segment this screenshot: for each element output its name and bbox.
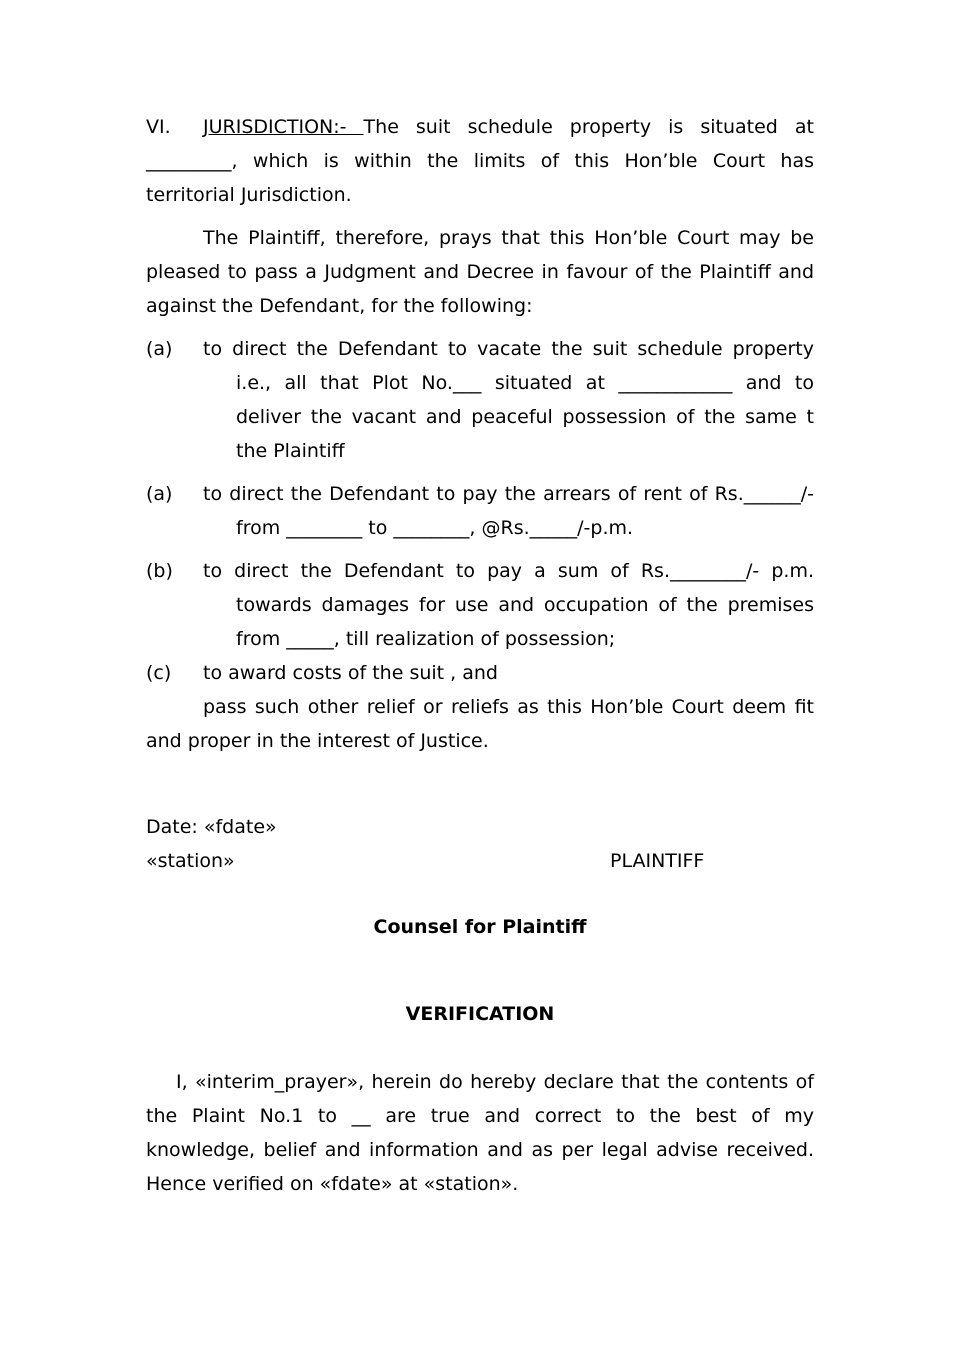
plaintiff-label: PLAINTIFF bbox=[610, 850, 705, 872]
verification-line-1: I, «interim_prayer», herein do hereby declare that the contents of bbox=[176, 1071, 814, 1093]
verification-heading: VERIFICATION bbox=[405, 1003, 555, 1025]
prayer-line-2: pleased to pass a Judgment and Decree in favour of the Plaintiff and bbox=[146, 261, 814, 283]
item-text: from _____, till realization of possession; bbox=[236, 628, 616, 650]
closing-line-1: pass such other relief or reliefs as this Hon’ble Court deem fit bbox=[203, 696, 814, 718]
document-page bbox=[146, 110, 814, 1201]
prayer-item-vacate bbox=[146, 332, 814, 468]
item-text: from ________ to ________, @Rs._____/-p.m. bbox=[236, 517, 634, 539]
item-text: to award costs of the suit , and bbox=[203, 662, 498, 684]
item-text: i.e., all that Plot No.___ situated at ____________ and to bbox=[236, 372, 814, 394]
item-text: deliver the vacant and peaceful possession of the same t bbox=[236, 406, 814, 428]
jurisdiction-text: The suit schedule property is situated at bbox=[363, 116, 814, 138]
item-text: towards damages for use and occupation of the premises bbox=[236, 594, 814, 616]
section-number: VI. bbox=[146, 116, 171, 138]
prayer-item-damages bbox=[146, 554, 814, 656]
prayer-line-1: The Plaintiff, therefore, prays that this Hon’ble Court may be bbox=[203, 227, 814, 249]
verification-line-4: Hence verified on «fdate» at «station». bbox=[146, 1173, 519, 1195]
verification-line-2: the Plaint No.1 to __ are true and correct to the best of my bbox=[146, 1105, 814, 1127]
verification-line-3: knowledge, belief and information and as per legal advise received. bbox=[146, 1139, 814, 1161]
item-text: to direct the Defendant to pay the arrears of rent of Rs.______/- bbox=[203, 483, 814, 505]
counsel-label: Counsel for Plaintiff bbox=[373, 916, 587, 938]
prayer-line-3: against the Defendant, for the following: bbox=[146, 295, 533, 317]
item-number: (a) bbox=[146, 338, 173, 360]
item-number: (c) bbox=[146, 662, 172, 684]
jurisdiction-line-3: territorial Jurisdiction. bbox=[146, 184, 352, 206]
jurisdiction-line-1 bbox=[146, 110, 814, 144]
item-text: to direct the Defendant to vacate the suit schedule property bbox=[203, 338, 814, 360]
prayer-item-arrears bbox=[146, 477, 814, 545]
item-number: (a) bbox=[146, 483, 173, 505]
station-line bbox=[146, 844, 814, 878]
jurisdiction-heading: JURISDICTION:- bbox=[203, 116, 364, 138]
item-number: (b) bbox=[146, 560, 173, 582]
jurisdiction-line-2: _________, which is within the limits of this Hon’ble Court has bbox=[146, 150, 814, 172]
station-text: «station» bbox=[146, 850, 235, 872]
item-text: the Plaintiff bbox=[236, 440, 345, 462]
item-text: to direct the Defendant to pay a sum of Rs.________/- p.m. bbox=[203, 560, 814, 582]
date-line: Date: «fdate» bbox=[146, 816, 277, 838]
prayer-item-costs bbox=[146, 656, 814, 690]
closing-line-2: and proper in the interest of Justice. bbox=[146, 730, 489, 752]
